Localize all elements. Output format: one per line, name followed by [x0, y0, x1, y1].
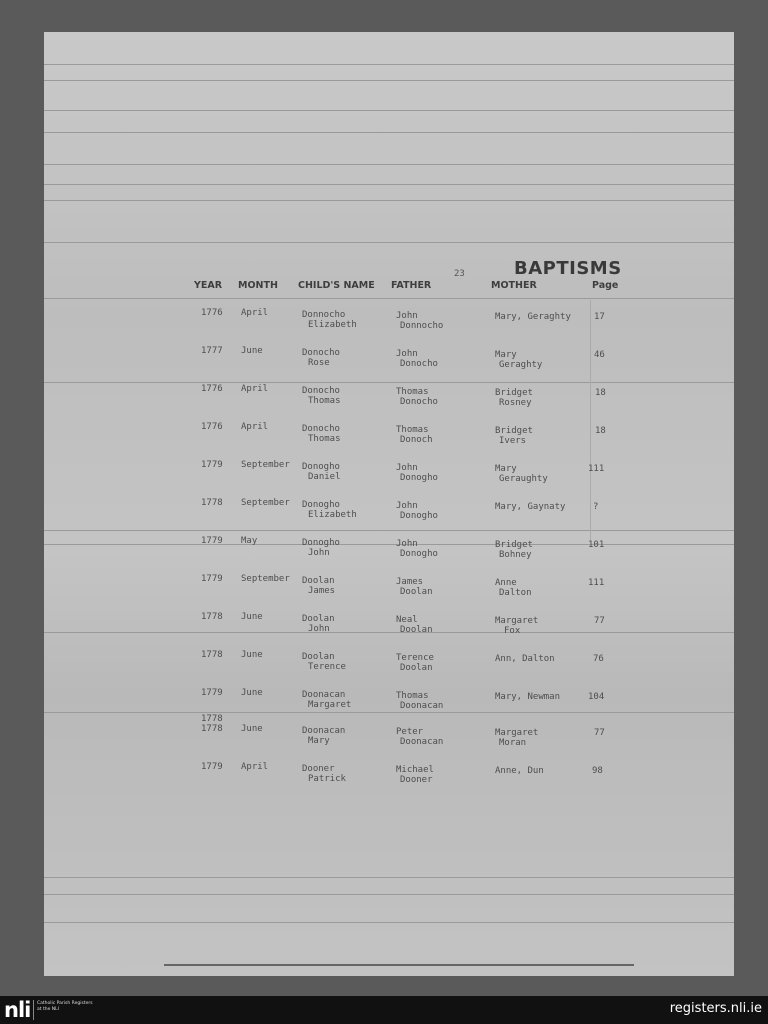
entry-month: September — [241, 460, 290, 470]
page-title: BAPTISMS — [514, 258, 622, 279]
page-rule — [164, 964, 634, 966]
entry-year: 1778 — [201, 498, 223, 508]
entry-mother-name: Margaret — [495, 728, 539, 738]
entry-child-name: Mary — [308, 736, 330, 746]
entry-child-name: Terence — [308, 662, 346, 672]
entry-father-name: Thomas — [396, 387, 429, 397]
entry-page: 101 — [588, 540, 605, 550]
entry-mother-name: Ann, Dalton — [495, 654, 555, 664]
entry-father-surname: Donocho — [400, 397, 438, 407]
entry-father-name: John — [396, 311, 418, 321]
entry-mother-name: Bridget — [495, 388, 533, 398]
logo-divider — [33, 1000, 34, 1020]
page-rule — [44, 132, 734, 133]
entry-father-surname: Dooner — [400, 775, 433, 785]
entry-child-surname: Donocho — [302, 386, 340, 396]
entry-father-surname: Donogho — [400, 473, 438, 483]
entry-page: 77 — [594, 616, 605, 626]
entry-year: 1777 — [201, 346, 223, 356]
entry-child-surname: Donogho — [302, 538, 340, 548]
entry-mother-name: Mary, Gaynaty — [495, 502, 566, 512]
entry-page: 46 — [594, 350, 605, 360]
entry-month: September — [241, 574, 290, 584]
entry-page: 98 — [592, 766, 603, 776]
page-rule — [44, 164, 734, 165]
entry-page: 17 — [594, 312, 605, 322]
footer-bar — [0, 996, 768, 1024]
entry-mother-surname: Moran — [499, 738, 527, 748]
entry-month: May — [241, 536, 258, 546]
page-rule — [44, 922, 734, 923]
entry-year: 1776 — [201, 422, 223, 432]
header-child-name: CHILD'S NAME — [298, 280, 375, 291]
baptism-entry — [44, 536, 734, 566]
nli-logo[interactable]: nli — [4, 998, 31, 1022]
entry-child-surname: Doolan — [302, 576, 335, 586]
page-rule — [44, 200, 734, 201]
entry-mother-surname: Geraughty — [499, 474, 548, 484]
entry-year: 1776 — [201, 308, 223, 318]
entry-year: 1778 — [201, 612, 223, 622]
entry-year: 1779 — [201, 688, 223, 698]
entry-month: September — [241, 498, 290, 508]
entry-father-name: Peter — [396, 727, 424, 737]
entry-year: 1779 — [201, 460, 223, 470]
entry-father-surname: Doolan — [400, 625, 433, 635]
entry-father-surname: Donocho — [400, 359, 438, 369]
entry-child-name: John — [308, 624, 330, 634]
header-father: FATHER — [391, 280, 432, 291]
register-page — [44, 32, 734, 976]
page-number: 23 — [454, 269, 465, 279]
entry-month: June — [241, 346, 263, 356]
entry-child-surname: Dooner — [302, 764, 335, 774]
entry-child-surname: Doonacan — [302, 690, 346, 700]
header-month: MONTH — [238, 280, 278, 291]
baptism-entry — [44, 688, 734, 718]
page-rule — [44, 877, 734, 878]
entry-mother-name: Mary — [495, 464, 517, 474]
entry-year: 1779 — [201, 574, 223, 584]
entry-child-surname: Donocho — [302, 424, 340, 434]
entry-page: ? — [593, 502, 599, 512]
entry-page: 104 — [588, 692, 605, 702]
entry-mother-name: Margaret — [495, 616, 539, 626]
entry-page: 18 — [595, 426, 606, 436]
page-rule — [44, 382, 734, 383]
entry-year: 1779 — [201, 536, 223, 546]
entry-year: 1779 — [201, 762, 223, 772]
entry-page: 111 — [588, 464, 605, 474]
entry-mother-name: Anne, Dun — [495, 766, 544, 776]
baptism-entry — [44, 724, 734, 754]
entry-child-name: Daniel — [308, 472, 341, 482]
entry-child-surname: Donogho — [302, 462, 340, 472]
entry-mother-name: Anne — [495, 578, 517, 588]
header-year: YEAR — [194, 280, 223, 291]
entry-mother-surname: Fox — [504, 626, 521, 636]
entry-child-name: Rose — [308, 358, 330, 368]
entry-father-name: John — [396, 539, 418, 549]
page-rule — [44, 110, 734, 111]
entry-child-name: Elizabeth — [308, 320, 357, 330]
entry-child-surname: Donogho — [302, 500, 340, 510]
baptism-entry — [44, 346, 734, 376]
entry-mother-surname: Dalton — [499, 588, 532, 598]
baptism-entry — [44, 574, 734, 604]
baptism-entry — [44, 650, 734, 680]
entry-page: 18 — [595, 388, 606, 398]
entry-month: April — [241, 384, 269, 394]
page-rule — [44, 530, 734, 531]
entry-father-surname: Donogho — [400, 511, 438, 521]
entry-page: 77 — [594, 728, 605, 738]
header-page: Page — [592, 280, 619, 291]
baptism-entry — [44, 384, 734, 414]
entry-child-name: Thomas — [308, 396, 341, 406]
entry-child-surname: Donocho — [302, 348, 340, 358]
entry-month: April — [241, 422, 269, 432]
entry-month: June — [241, 650, 263, 660]
baptism-entry — [44, 612, 734, 642]
entry-year: 1776 — [201, 384, 223, 394]
entry-father-name: Terence — [396, 653, 434, 663]
entry-father-name: Thomas — [396, 425, 429, 435]
entry-mother-name: Bridget — [495, 540, 533, 550]
entry-father-surname: Doolan — [400, 587, 433, 597]
entry-mother-surname: Rosney — [499, 398, 532, 408]
entry-child-surname: Doolan — [302, 652, 335, 662]
entry-page: 76 — [593, 654, 604, 664]
entry-child-name: John — [308, 548, 330, 558]
extra-year-note: 1778 — [201, 714, 223, 724]
page-rule — [44, 64, 734, 65]
entry-father-surname: Donoch — [400, 435, 433, 445]
header-mother: MOTHER — [491, 280, 537, 291]
entry-child-name: Patrick — [308, 774, 346, 784]
entry-father-surname: Doolan — [400, 663, 433, 673]
entry-father-name: John — [396, 349, 418, 359]
entry-father-name: Neal — [396, 615, 418, 625]
entry-father-surname: Donogho — [400, 549, 438, 559]
entry-father-name: James — [396, 577, 424, 587]
site-link[interactable]: registers.nli.ie — [669, 1001, 762, 1016]
entry-month: June — [241, 724, 263, 734]
page-rule — [44, 184, 734, 185]
entry-month: April — [241, 762, 269, 772]
entry-child-surname: Donnocho — [302, 310, 346, 320]
entry-child-surname: Doonacan — [302, 726, 346, 736]
baptism-entry — [44, 498, 734, 528]
entry-father-surname: Doonacan — [400, 701, 444, 711]
entry-mother-surname: Ivers — [499, 436, 527, 446]
entry-mother-name: Mary, Newman — [495, 692, 561, 702]
baptism-entry — [44, 308, 734, 338]
entry-month: April — [241, 308, 269, 318]
entry-father-surname: Doonacan — [400, 737, 444, 747]
entry-child-surname: Doolan — [302, 614, 335, 624]
entry-year: 1778 — [201, 650, 223, 660]
baptism-entry — [44, 762, 734, 792]
entry-mother-surname: Bohney — [499, 550, 532, 560]
entry-month: June — [241, 612, 263, 622]
page-rule — [44, 298, 734, 299]
entry-child-name: Thomas — [308, 434, 341, 444]
page-rule — [44, 242, 734, 243]
baptism-entry — [44, 422, 734, 452]
entry-child-name: James — [308, 586, 336, 596]
entry-month: June — [241, 688, 263, 698]
page-rule — [44, 894, 734, 895]
entry-mother-name: Bridget — [495, 426, 533, 436]
entry-mother-name: Mary, Geraghty — [495, 312, 571, 322]
entry-child-name: Margaret — [308, 700, 352, 710]
entry-father-name: John — [396, 501, 418, 511]
entry-father-surname: Donnocho — [400, 321, 444, 331]
page-rule — [44, 80, 734, 81]
entry-page: 111 — [588, 578, 605, 588]
entry-mother-name: Mary — [495, 350, 517, 360]
entry-father-name: John — [396, 463, 418, 473]
logo-caption: Catholic Parish Registers at the NLI — [37, 1001, 93, 1012]
entry-father-name: Michael — [396, 765, 434, 775]
entry-year: 1778 — [201, 724, 223, 734]
entry-father-name: Thomas — [396, 691, 429, 701]
entry-child-name: Elizabeth — [308, 510, 357, 520]
baptism-entry — [44, 460, 734, 490]
entry-mother-surname: Geraghty — [499, 360, 543, 370]
